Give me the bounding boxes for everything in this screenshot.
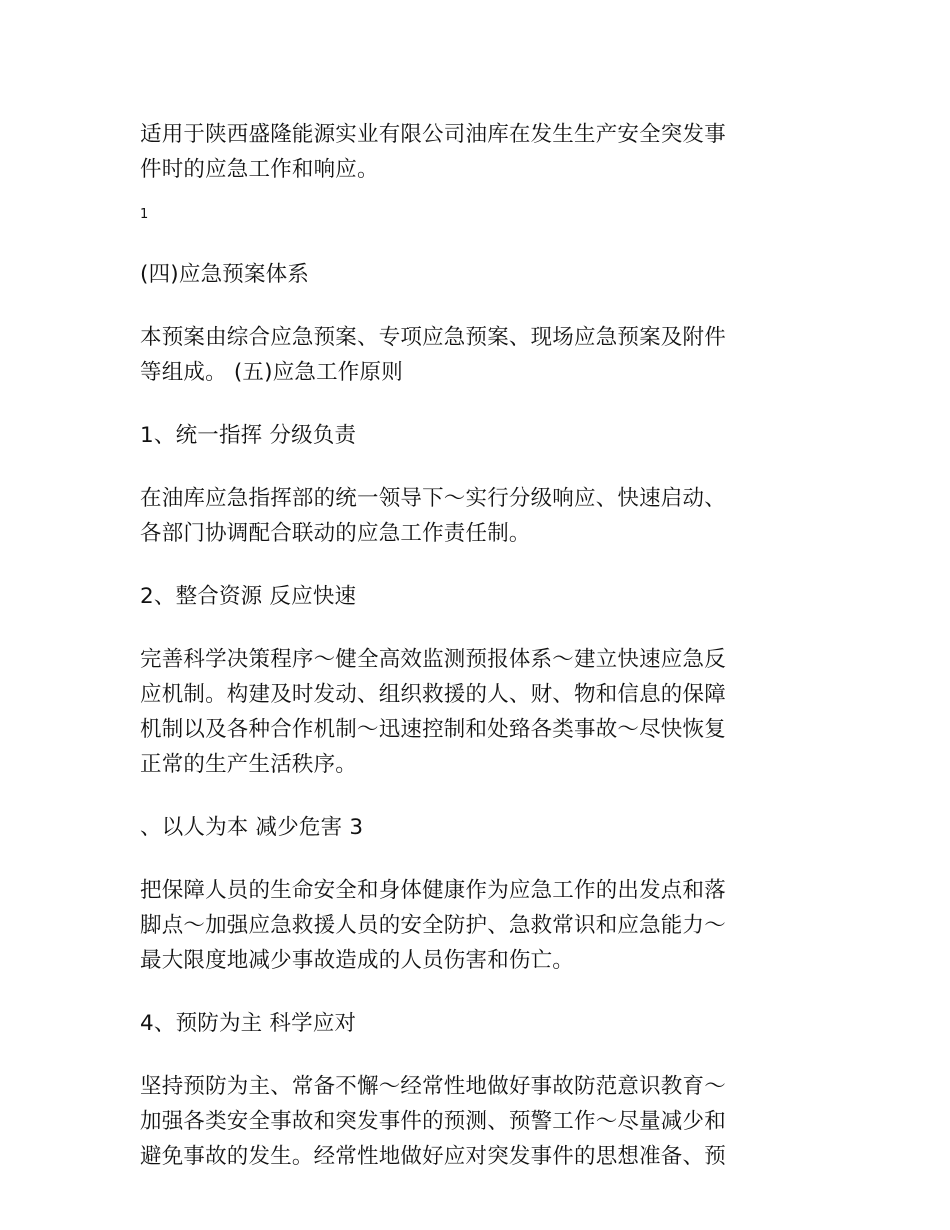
paragraph bbox=[140, 810, 810, 845]
text-line: 4、预防为主 科学应对 bbox=[140, 1011, 357, 1036]
text-line: 件时的应急工作和响应。 bbox=[140, 157, 379, 182]
text-line: 等组成。 (五)应急工作原则 bbox=[140, 360, 403, 385]
paragraph bbox=[140, 873, 810, 978]
document-body bbox=[140, 117, 810, 1202]
text-line: 1、统一指挥 分级负责 bbox=[140, 423, 357, 448]
text-line: 本预案由综合应急预案、专项应急预案、现场应急预案及附件 bbox=[140, 325, 726, 350]
text-line: 正常的生产生活秩序。 bbox=[140, 752, 358, 777]
text-line: 2、整合资源 反应快速 bbox=[140, 584, 357, 609]
text-line: 应机制。构建及时发动、组织救援的人、财、物和信息的保障 bbox=[140, 682, 726, 707]
text-line: 把保障人员的生命安全和身体健康作为应急工作的出发点和落 bbox=[140, 878, 726, 903]
text-line: 在油库应急指挥部的统一领导下～实行分级响应、快速启动、 bbox=[140, 486, 726, 511]
paragraph bbox=[140, 642, 810, 782]
text-line: 机制以及各种合作机制～迅速控制和处臵各类事故～尽快恢复 bbox=[140, 717, 726, 742]
paragraph bbox=[140, 1069, 810, 1174]
text-line: 1 bbox=[140, 207, 149, 222]
paragraph bbox=[140, 418, 810, 453]
text-line: (四)应急预案体系 bbox=[140, 262, 310, 287]
text-line: 避免事故的发生。经常性地做好应对突发事件的思想准备、预 bbox=[140, 1144, 726, 1169]
page-number bbox=[140, 207, 810, 223]
text-line: 适用于陕西盛隆能源实业有限公司油库在发生生产安全突发事 bbox=[140, 122, 726, 147]
text-line: 最大限度地减少事故造成的人员伤害和伤亡。 bbox=[140, 948, 575, 973]
text-line: 加强各类安全事故和突发事件的预测、预警工作～尽量减少和 bbox=[140, 1109, 726, 1134]
text-line: 完善科学决策程序～健全高效监测预报体系～建立快速应急反 bbox=[140, 647, 726, 672]
paragraph bbox=[140, 579, 810, 614]
text-line: 坚持预防为主、常备不懈～经常性地做好事故防范意识教育～ bbox=[140, 1074, 726, 1099]
paragraph bbox=[140, 257, 810, 292]
text-line: 脚点～加强应急救援人员的安全防护、急救常识和应急能力～ bbox=[140, 913, 726, 938]
text-line: 各部门协调配合联动的应急工作责任制。 bbox=[140, 521, 531, 546]
paragraph bbox=[140, 481, 810, 551]
text-line: 、以人为本 减少危害 3 bbox=[140, 815, 364, 840]
paragraph bbox=[140, 117, 810, 187]
paragraph bbox=[140, 320, 810, 390]
paragraph bbox=[140, 1006, 810, 1041]
